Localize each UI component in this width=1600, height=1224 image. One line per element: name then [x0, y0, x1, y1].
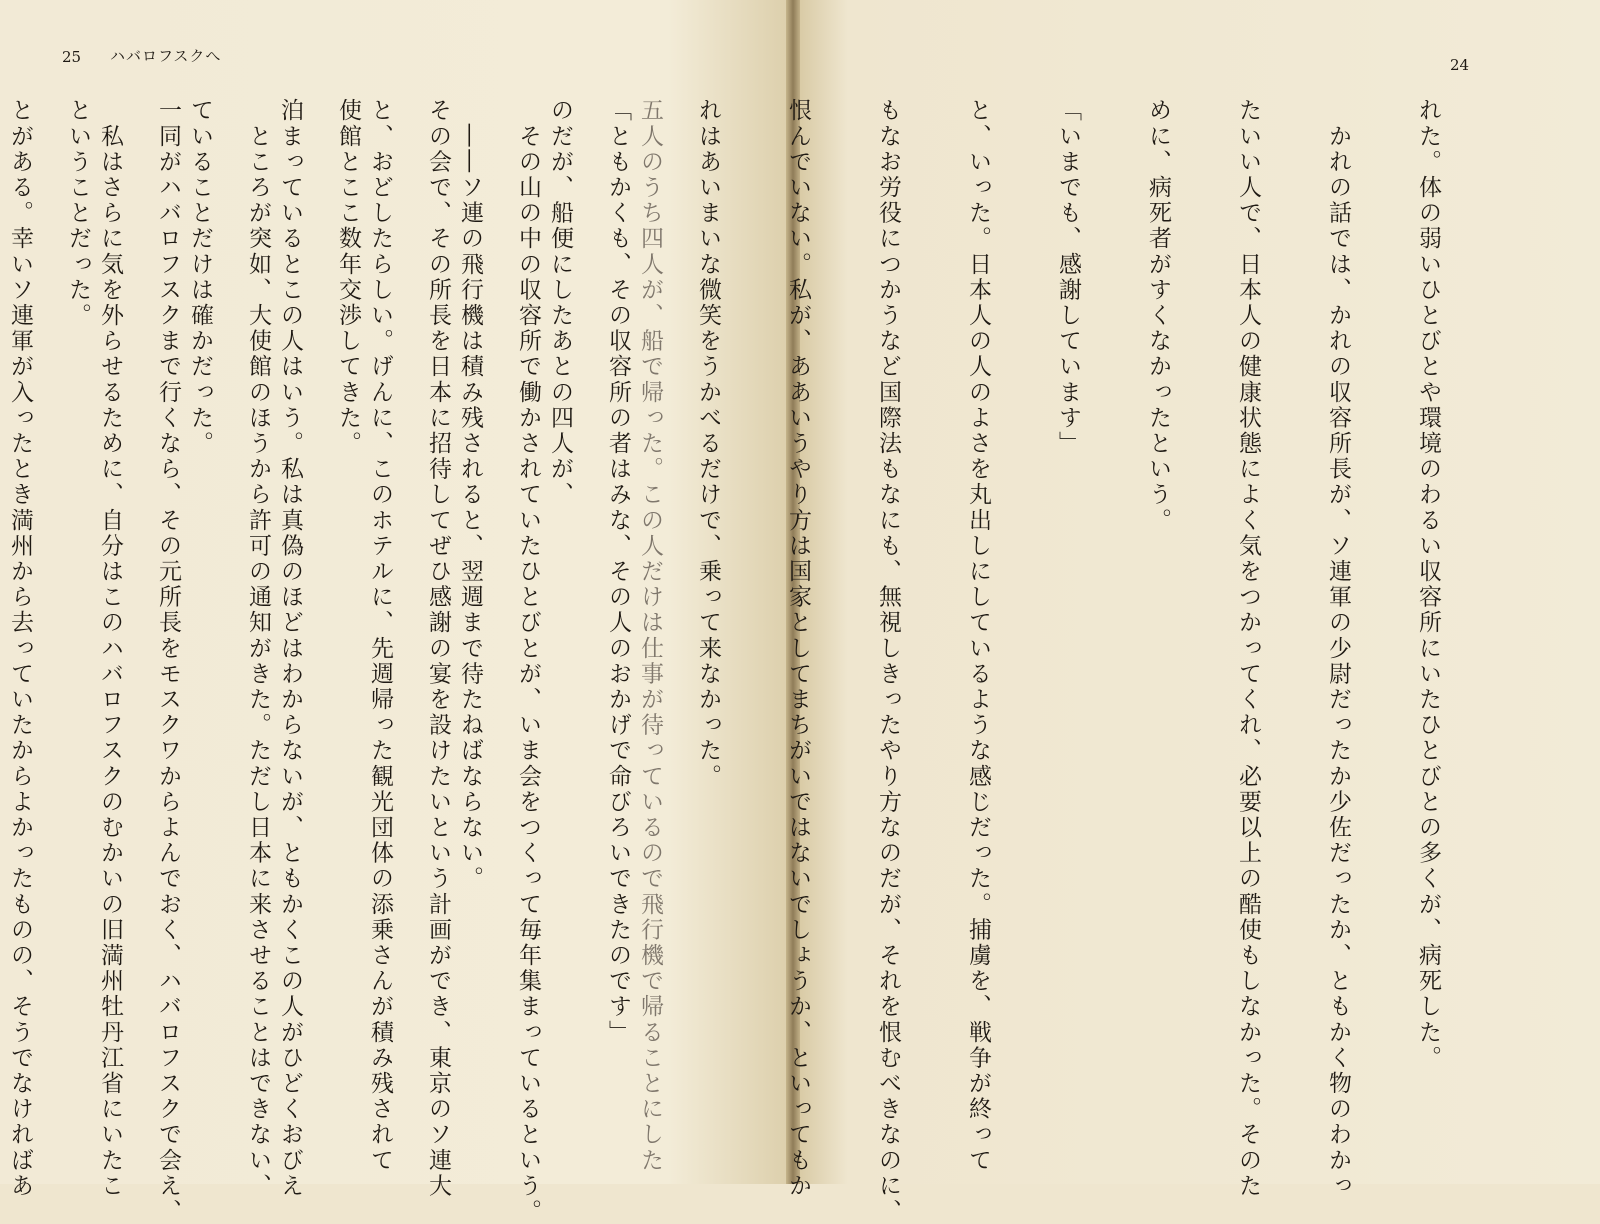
text-line: ていることだけは確かだった。 [187, 98, 213, 457]
text-line: めに、病死者がすくなかったという。 [1145, 98, 1171, 534]
text-line: かれの話では、かれの収容所長が、ソ連軍の少尉だったか少佐だったか、ともかく物のわかっ [1325, 98, 1351, 1199]
text-line: 使館とここ数年交渉してきた。 [335, 98, 361, 457]
text-line: れはあいまいな微笑をうかべるだけで、乗って来なかった。 [695, 98, 721, 790]
running-head: ハバロフスクへ [110, 47, 222, 65]
text-line: ――ソ連の飛行機は積み残されると、翌週まで待たねばならない。 [457, 98, 483, 892]
text-line: ということだった。 [65, 98, 91, 329]
text-line: れた。体の弱いひとびとや環境のわるい収容所にいたひとびとの多くが、病死した。 [1415, 98, 1441, 1071]
text-line: のだが、船便にしたあとの四人が、 [547, 98, 573, 508]
text-line: とがある。幸いソ連軍が入ったとき満州から去っていたからよかったものの、そうでなければあ [7, 98, 33, 1199]
text-line: 一同がハバロフスクまで行くなら、その元所長をモスクワからよんでおく、ハバロフスクで会え、 [155, 98, 181, 1224]
text-line: 五人のうち四人が、船で帰った。この人だけは仕事が待っているので飛行機で帰ることにした [637, 98, 663, 1174]
text-line: ところが突如、大使館のほうから許可の通知がきた。ただし日本に来させることはできない、 [245, 98, 271, 1199]
right-page-number: 24 [1450, 56, 1470, 74]
text-line: 恨んでいない。私が、ああいうやり方は国家としてまちがいではないでしょうか、といってもか [785, 98, 811, 1199]
text-line: 「いまでも、感謝しています」 [1055, 98, 1081, 457]
text-line: その会で、その所長を日本に招待してぜひ感謝の宴を設けたいという計画ができ、東京のソ連大 [425, 98, 451, 1199]
text-line: たいい人で、日本人の健康状態によく気をつかってくれ、必要以上の酷使もしなかった。そのた [1235, 98, 1261, 1199]
text-line: と、おどしたらしい。げんに、このホテルに、先週帰った観光団体の添乗さんが積み残されて [367, 98, 393, 1174]
text-line: その山の中の収容所で働かされていたひとびとが、いま会をつくって毎年集まっているという。 [515, 98, 541, 1224]
text-line: 私はさらに気を外らせるために、自分はこのハバロフスクのむかいの旧満州牡丹江省にいたこ [97, 98, 123, 1199]
text-line: 泊まっているとこの人はいう。私は真偽のほどはわからないが、ともかくこの人がひどくおびえ [277, 98, 303, 1199]
text-line: と、いった。日本人の人のよさを丸出しにしているような感じだった。捕虜を、戦争が終って [965, 98, 991, 1174]
text-line: もなお労役につかうなど国際法もなにも、無視しきったやり方なのだが、それを恨むべきなのに、 [875, 98, 901, 1224]
left-page-number: 25 [62, 48, 82, 66]
text-line: 「ともかくも、その収容所の者はみな、その人のおかげで命びろいできたのです」 [605, 98, 631, 1046]
